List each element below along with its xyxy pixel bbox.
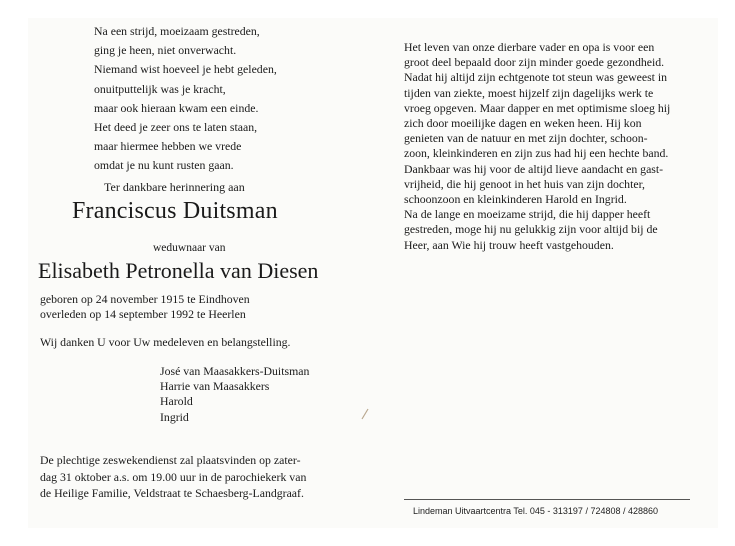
tribute-line: Na de lange en moeizame strijd, die hij dapper heeft: [404, 207, 651, 222]
poem-line: Na een strijd, moeizaam gestreden,: [94, 24, 260, 38]
tribute-line: Dankbaar was hij voor de altijd lieve aandacht en gast-: [404, 161, 664, 176]
tribute-line: tijden van ziekte, moest hijzelf zijn dagelijks werk te: [404, 85, 654, 100]
widower-label: weduwnaar van: [153, 242, 226, 254]
deceased-name: Franciscus Duitsman: [72, 198, 278, 224]
service-line: de Heilige Familie, Veldstraat te Schaesberg-Landgraaf.: [40, 486, 304, 500]
footer-credit: Lindeman Uitvaartcentra Tel. 045 - 313197 / 724808 / 428860: [413, 506, 659, 516]
thanks-note: Wij danken U voor Uw medeleven en belangstelling.: [40, 335, 291, 349]
tribute-line: Het leven van onze dierbare vader en opa is voor een: [404, 40, 655, 54]
poem-line: maar hiermee hebben we vrede: [94, 139, 242, 154]
family-member: José van Maasakkers-Duitsman: [160, 364, 310, 378]
poem-line: onuitputtelijk was je kracht,: [94, 81, 226, 96]
footer-divider: [404, 499, 690, 500]
poem-line: omdat je nu kunt rusten gaan.: [94, 158, 234, 173]
tribute-line: zich door moeilijke dagen en weken heen. Hij kon: [404, 116, 642, 131]
family-member: Ingrid: [160, 409, 189, 424]
service-announcement: [40, 452, 340, 502]
tribute-line: schoonzoon en kleinkinderen Harold en Ingrid.: [404, 192, 627, 207]
pencil-mark-icon: [360, 408, 370, 420]
family-list: [160, 364, 309, 425]
family-member: Harold: [160, 394, 193, 409]
tribute-text: [404, 40, 670, 253]
spouse-name: Elisabeth Petronella van Diesen: [38, 258, 319, 283]
service-line: dag 31 oktober a.s. om 19.00 uur in de parochiekerk van: [40, 469, 307, 484]
poem-line: Niemand wist hoeveel je hebt geleden,: [94, 62, 277, 77]
tribute-line: gestreden, moge hij nu gelukkig zijn voor altijd bij de: [404, 222, 658, 237]
tribute-line: vrijheid, die hij genoot in het huis van zijn dochter,: [404, 176, 645, 191]
poem: [94, 22, 277, 176]
birth-line: geboren op 24 november 1915 te Eindhoven: [40, 292, 250, 306]
tribute-line: Heer, aan Wie hij trouw heeft vastgehouden.: [404, 237, 614, 252]
poem-line: ging je heen, niet onverwacht.: [94, 43, 237, 58]
service-line: De plechtige zeswekendienst zal plaatsvinden op zater-: [40, 453, 301, 467]
poem-line: Het deed je zeer ons te laten staan,: [94, 120, 258, 135]
tribute-line: genieten van de natuur en met zijn dochter, schoon-: [404, 131, 648, 146]
tribute-line: vroeg opgeven. Maar dapper en met optimisme sloeg hij: [404, 100, 671, 115]
tribute-line: zoon, kleinkinderen en zijn zus had hij een hechte band.: [404, 146, 669, 161]
tribute-line: groot deel bepaald door zijn minder goede gezondheid.: [404, 55, 665, 70]
tribute-line: Nadat hij altijd zijn echtgenote tot steun was geweest in: [404, 70, 668, 85]
death-line: overleden op 14 september 1992 te Heerlen: [40, 307, 246, 321]
poem-line: maar ook hieraan kwam een einde.: [94, 100, 259, 115]
family-member: Harrie van Maasakkers: [160, 379, 270, 394]
life-dates: [40, 292, 250, 322]
dedication: Ter dankbare herinnering aan: [104, 180, 245, 194]
